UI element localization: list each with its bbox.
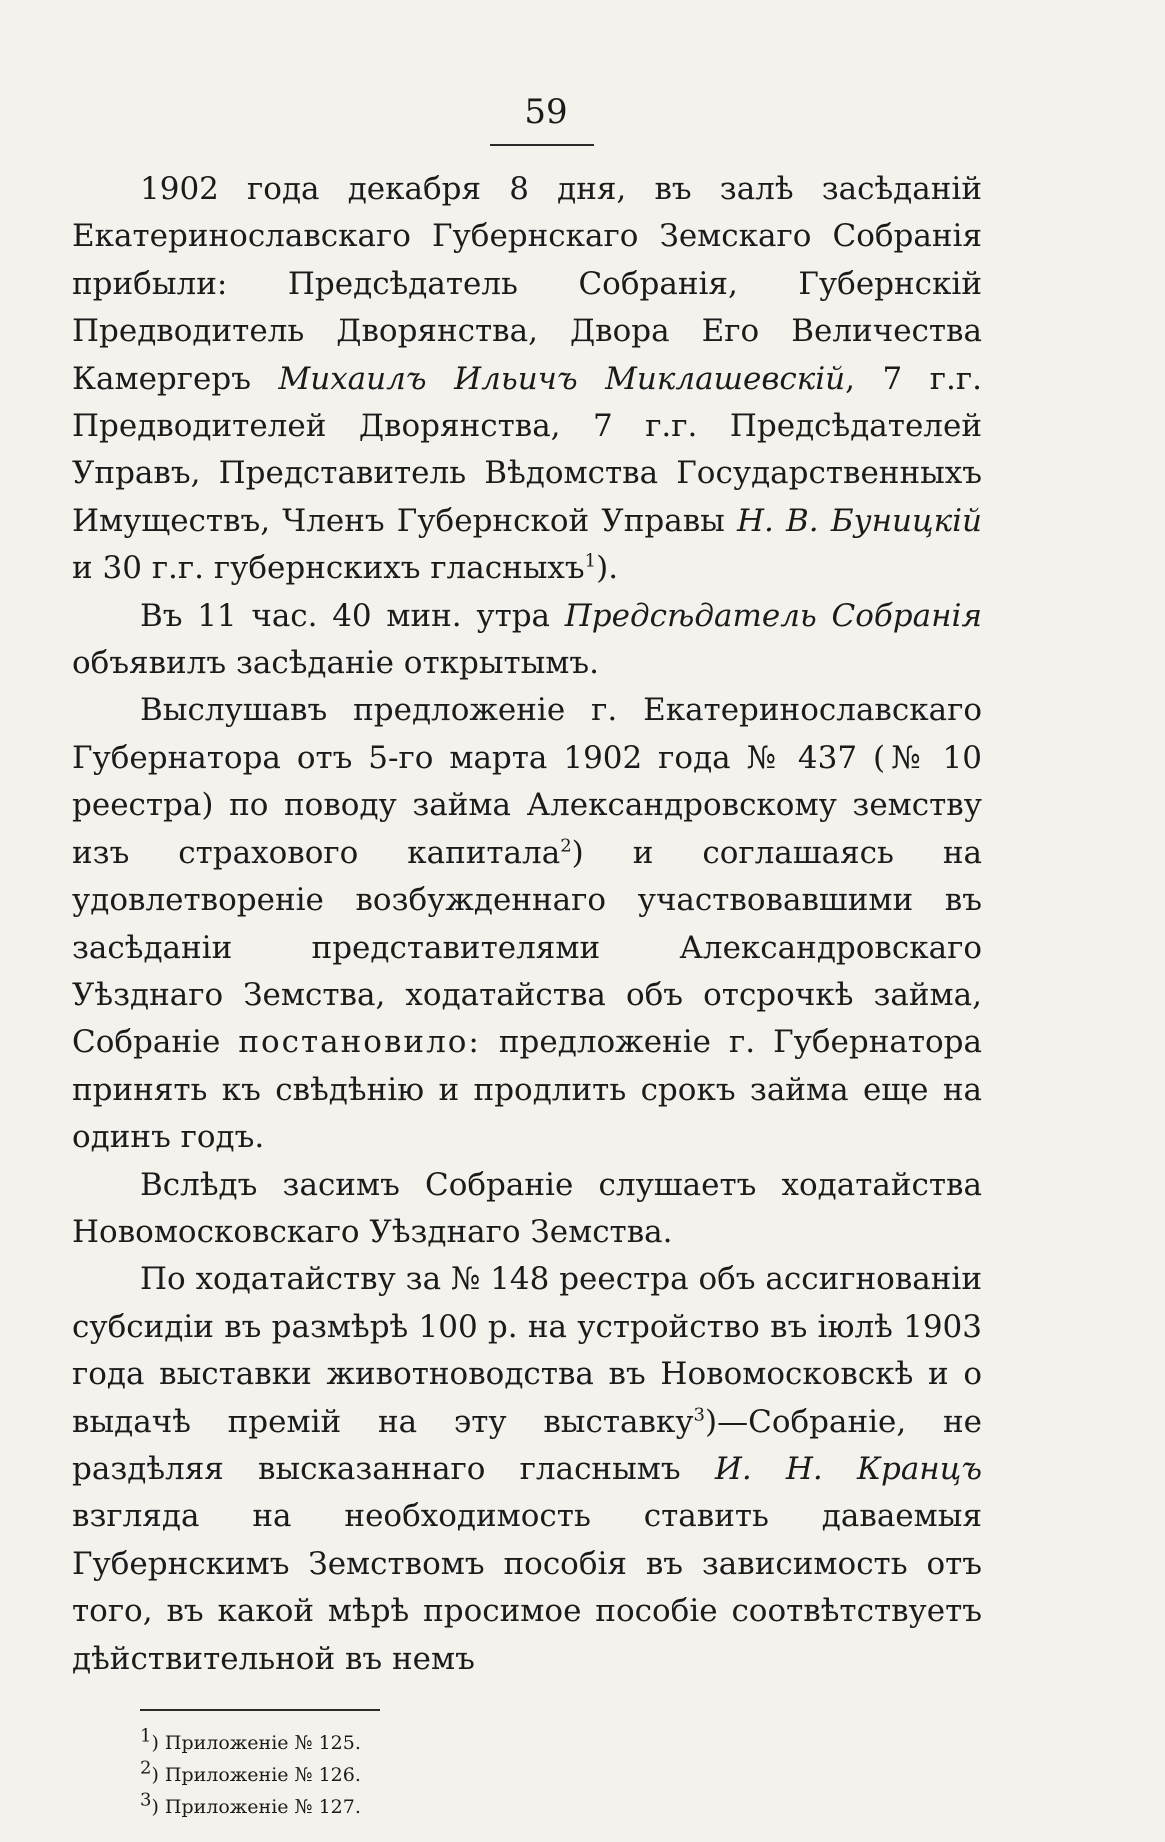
text-segment: ) и соглашаясь на удовлетвореніе возбужденнаго участвовавшими въ засѣданіи представителями Александровскаго Уѣзднаго Земства, ходатайства объ отсрочкѣ займа, Собраніе [72, 834, 982, 1061]
text-segment: 1902 года декабря 8 дня, въ залѣ засѣданій Екатеринославскаго Губернскаго Земскаго Собранія прибыли: Предсѣдатель Собранія, Губернскій Предводитель Дворянства, Двора Его Величества Камергеръ [72, 171, 982, 397]
resolution-word: постановило: [238, 1024, 481, 1061]
footnote-1 [140, 1727, 982, 1759]
text-segment: взгляда на необходимость ставить даваемыя Губернскимъ Земствомъ пособія въ зависимость отъ того, въ какой мѣрѣ просимое пособіе соотвѣтствуетъ дѣйствительной въ немъ [72, 1498, 982, 1677]
text-segment: По ходатайству за № 148 реестра объ ассигнованіи субсидіи въ размѣрѣ 100 р. на устройство въ іюлѣ 1903 года выставки животноводства въ Новомосковскѣ и о выдачѣ премій на эту выставку [72, 1261, 982, 1440]
text-segment: Выслушавъ предложеніе г. Екатеринославскаго Губернатора отъ 5-го марта 1902 года № 437 (№ 10 реестра) по поводу займа Александровскому земству изъ страхового капитала [72, 692, 982, 871]
footnote-text: ) Приложеніе № 126. [151, 1764, 361, 1786]
footnote-mark: 2 [140, 1757, 152, 1779]
footnote-text: ) Приложеніе № 127. [151, 1796, 361, 1818]
footnote-ref-2: 2 [560, 835, 572, 857]
paragraph-petitions [72, 1162, 982, 1257]
paragraph-attendance [72, 166, 982, 593]
paragraph-loan [72, 687, 982, 1161]
body-text [72, 166, 982, 1683]
text-segment: Вслѣдъ засимъ Собраніе слушаетъ ходатайства Новомосковскаго Уѣзднаго Земства. [72, 1166, 982, 1250]
name-chairman: Михаилъ Ильичъ Миклашевскій [278, 360, 846, 397]
text-segment: )—Собраніе, не раздѣляя высказаннаго гласнымъ [72, 1403, 983, 1487]
text-segment: , 7 г.г. Предводителей Дворянства, 7 г.г. Предсѣдателей Управъ, Представитель Вѣдомства Государственныхъ Имуществъ, Членъ Губернской Управы [72, 360, 982, 539]
footnotes [140, 1727, 982, 1823]
paragraph-exhibition [72, 1256, 982, 1683]
footnote-text: ) Приложеніе № 125. [151, 1732, 361, 1754]
title-chairman: Предсѣдатель Собранія [564, 597, 982, 634]
footnote-mark: 1 [140, 1725, 152, 1747]
page-number: 59 [524, 92, 568, 132]
footnote-ref-1: 1 [584, 550, 597, 572]
paragraph-opening [72, 593, 982, 688]
text-segment: и 30 г.г. губернскихъ гласныхъ [72, 550, 585, 587]
footnote-mark: 3 [140, 1789, 152, 1811]
page-number-rule [490, 144, 594, 146]
footnote-ref-3: 3 [693, 1404, 705, 1426]
document-page [72, 92, 982, 1823]
name-delegate: И. Н. Кранцъ [714, 1450, 983, 1487]
footnote-3 [140, 1791, 982, 1823]
name-board-member: Н. В. Буницкій [736, 502, 982, 539]
text-segment: предложеніе г. Губернатора принять къ свѣдѣнію и продлить срокъ займа еще на одинъ годъ. [72, 1024, 982, 1156]
footnote-2 [140, 1759, 982, 1791]
text-segment: Въ 11 час. 40 мин. утра [140, 597, 565, 634]
text-segment: ). [596, 550, 619, 587]
text-segment: объявилъ засѣданіе открытымъ. [72, 645, 599, 682]
footnote-rule [140, 1709, 380, 1711]
